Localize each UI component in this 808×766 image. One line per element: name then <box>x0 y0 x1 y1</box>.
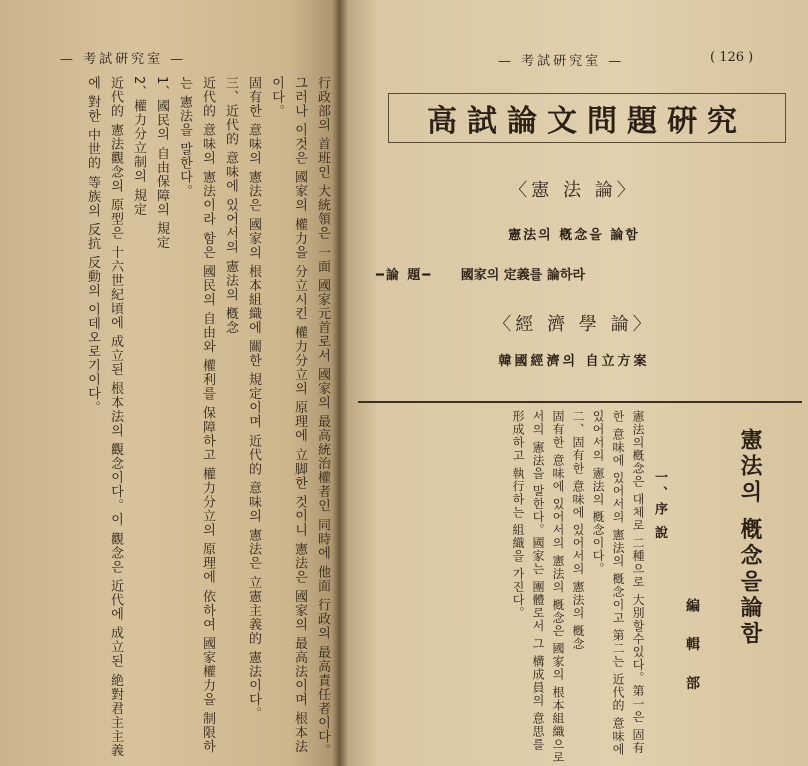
subheading-constitution: 〈憲 法 論〉 <box>509 180 639 201</box>
page-number: ( 126 ) <box>710 50 754 65</box>
right-running-head: — 考試硏究室 — <box>498 54 625 69</box>
section-title: 高試論文問題硏究 <box>427 104 747 139</box>
section-heading-intro: 一、序 說 <box>652 470 667 542</box>
topic-line-constitution: 憲法의 槪念을 論함 <box>508 228 640 243</box>
left-body-text: 行政部의 首班인 大統領은 一面 國家元首로서 國家의 最高統治權者인 同時에 他面 行政의 最高責任者이다。 그러나 이것은 國家의 權力을 分立시킨 權力分立의 原理에 立脚한 것이니 憲法은 國家의 最高法이며 根本法이다。 固有한 意味의 憲法은 國家의 根本組織에 關한 規定이며 近代的 意味의 憲法은 立憲主義的 憲法이다。 三、近代的 意味에 있어서의 憲法의 槪念 近代的 意味의 憲法이라 함은 國民의 自由와 權利를 保障하고 權力分立의 原理에 依하여 國家權力을 制限하는 憲法을 말한다。 1、國民의 自由保障의 規定 2、權力分立制의 規定 近代的 憲法觀念의 原型은 十六世紀頃에 成立된 根本法의 觀念이다。이 觀念은 近代에 成立된 絶對君主主義에 對한 中世的 等族의 反抗 反動의 이데오로기이다。 <box>85 76 330 758</box>
theme-row <box>376 264 585 283</box>
book-gutter <box>332 0 348 766</box>
left-body-column <box>4 76 334 766</box>
divider-rule <box>358 401 802 403</box>
essay-title: 憲法의 槪念을論함 <box>737 428 763 648</box>
theme-text: 國家의 定義를 論하라 <box>460 268 586 283</box>
essay-body-column <box>348 410 648 766</box>
left-page <box>0 0 340 766</box>
section-title-box <box>388 93 786 143</box>
left-running-head: — 考試硏究室 — <box>60 52 187 67</box>
right-page <box>340 0 808 766</box>
essay-body-text: 憲法의槪念은 대체로 二種으로 大別할수있다。第一은 固有한 意味에 있어서의 憲法의 槪念이고 第二는 近代的 意味에 있어서의 憲法의 槪念이다。 二、固有한 意味에 있어서의 憲法의 槪念 固有한 意味에 있어서의 憲法의 槪念은 國家의 根本組織으로서의 憲法을 말한다。國家는 團體로서 그 構成員의 意思를 形成하고 執行하는 組織을 가진다。 <box>511 410 645 764</box>
theme-mark: ━論 題━ <box>376 268 433 283</box>
subheading-economics: 〈經 濟 學 論〉 <box>493 314 655 335</box>
topic-line-economics: 韓國經濟의 自立方案 <box>498 354 650 369</box>
essay-author: 編 輯 部 <box>684 598 700 700</box>
